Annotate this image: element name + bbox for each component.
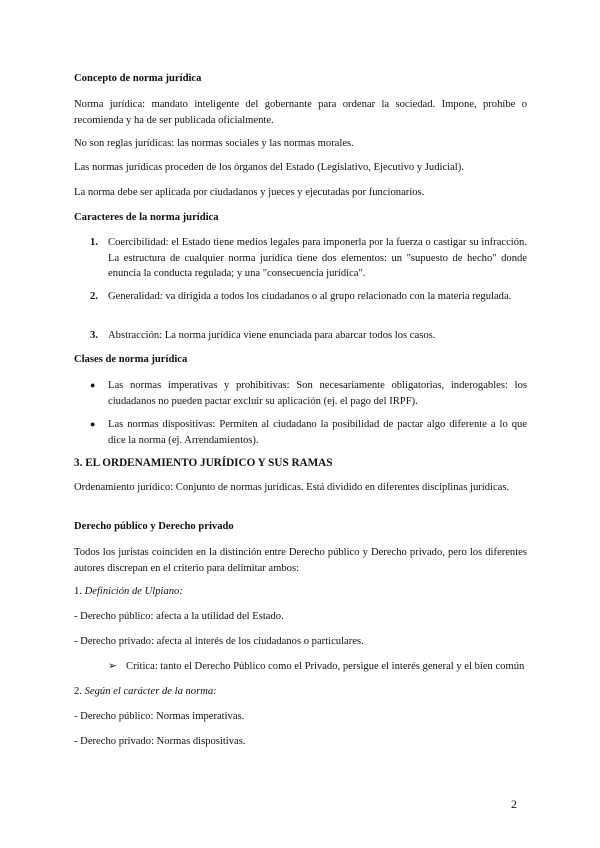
arrow-bullet-icon: ➢ [108,661,117,672]
list-item-generalidad: Generalidad: va dirigida a todos los ciudadanos o al grupo relacionado con la materia regulada. [108,291,512,302]
bullet-icon: ● [90,419,96,429]
list-item-coercibilidad: Coercibilidad: el Estado tiene medios legales para imponerla por la fuerza o castigar su infracción. La estructura de cualquier norma jurídica tiene dos elementos: un "supuesto de hecho" donde enuncia la conducta regulada; y una "consecuencia jurídica". [108,237,527,279]
subheading-caracter [74,684,527,700]
subheading-ulpiano [74,584,527,600]
paragraph-ulpiano-privado: - Derecho privado: afecta al interés de los ciudadanos o particulares. [74,636,364,647]
list-number-1: 1. [90,237,98,248]
heading-caracteres: Caracteres de la norma jurídica [74,212,219,223]
paragraph-norma-juridica: Norma jurídica: mandato inteligente del gobernante para ordenar la sociedad. Impone, prohíbe o recomienda y ha de ser publicada oficialmente. [74,99,527,126]
paragraph-aplicada: La norma debe ser aplicada por ciudadanos y jueces y ejecutadas por funcionarios. [74,187,425,198]
list-item-imperativas: Las normas imperativas y prohibitivas: Son necesariamente obligatorias, inderogables: los ciudadanos no pueden pactar excluir su aplicación (ej. el pago del IRPF). [108,380,527,407]
list-item-abstraccion: Abstracción: La norma jurídica viene enunciada para abarcar todos los casos. [108,330,436,341]
paragraph-critica: Crítica: tanto el Derecho Público como el Privado, persigue el interés general y el bien común [126,661,525,672]
subheading-number: 2. [74,686,82,697]
heading-derecho-publico-privado: Derecho público y Derecho privado [74,521,234,532]
paragraph-proceden: Las normas jurídicas proceden de los órganos del Estado (Legislativo, Ejecutivo y Judicial). [74,162,464,173]
list-number-3: 3. [90,330,98,341]
paragraph-caracter-privado: - Derecho privado: Normas dispositivas. [74,736,246,747]
heading-clases: Clases de norma jurídica [74,354,188,365]
list-item-dispositivas: Las normas dispositivas: Permiten al ciudadano la posibilidad de pactar algo diferente a lo que dice la norma (ej. Arrendamientos). [108,419,527,446]
paragraph-juristas: Todos los juristas coinciden en la distinción entre Derecho público y Derecho privado, pero los diferentes autores discrepan en el criterio para delimitar ambos: [74,547,527,574]
paragraph-ordenamiento: Ordenamiento jurídico: Conjunto de normas jurídicas. Está dividido en diferentes disciplinas jurídicas. [74,482,510,493]
section-heading-ordenamiento: 3. EL ORDENAMIENTO JURÍDICO Y SUS RAMAS [74,457,333,469]
subheading-number: 1. [74,586,82,597]
list-number-2: 2. [90,291,98,302]
heading-concepto: Concepto de norma jurídica [74,73,202,84]
paragraph-caracter-publico: - Derecho público: Normas imperativas. [74,711,245,722]
paragraph-ulpiano-publico: - Derecho público: afecta a la utilidad del Estado. [74,611,284,622]
paragraph-no-son-reglas: No son reglas jurídicas: las normas sociales y las normas morales. [74,138,354,149]
bullet-icon: ● [90,380,96,390]
page-number: 2 [511,797,517,811]
subheading-title: Según el carácter de la norma: [84,686,217,697]
subheading-title: Definición de Ulpiano: [84,586,183,597]
